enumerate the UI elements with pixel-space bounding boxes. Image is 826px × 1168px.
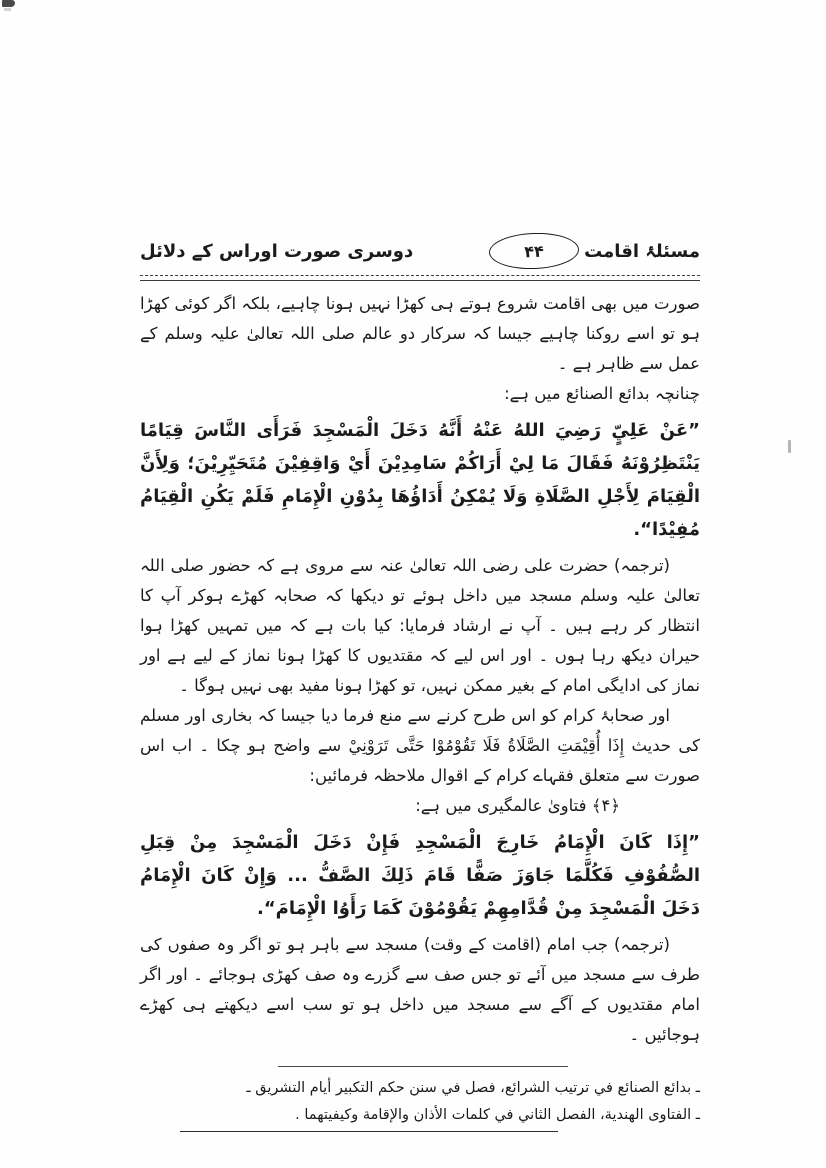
header-divider-rule xyxy=(140,275,700,281)
chapter-title: دوسری صورت اوراس کے دلائل xyxy=(140,240,414,262)
arabic-quotation-1: ”عَنْ عَلِيٍّ رَضِيَ اللهُ عَنْهُ أَنَّهُ دَخَلَ الْمَسْجِدَ فَرَأَى النَّاسَ قِيَامًا يَنْتَظِرُوْنَهُ فَقَالَ مَا لِيْ أَرَاكُمْ سَامِدِيْنَ أَيْ وَاقِفِيْنَ مُتَحَيِّرِيْنَ؛ وَلِأَنَّ الْقِيَامَ لِأَجْلِ الصَّلَاةِ وَلَا يُمْكِنُ أَدَاؤُهَا بِدُوْنِ الْإِمَامِ فَلَمْ يَكُنِ الْقِيَامُ مُفِيْدًا“. xyxy=(140,420,700,540)
footnote-separator-rule xyxy=(278,1066,568,1067)
page-body xyxy=(140,289,700,1050)
paragraph-intro: صورت میں بھی اقامت شروع ہوتے ہی کھڑا نہیں ہونا چاہیے، بلکہ اگر کوئی کھڑا ہو تو اسے روکنا چاہیے جیسا کہ سرکار دو عالم صلی اللہ تعالیٰ علیہ وسلم کے عمل سے ظاہر ہے ۔ xyxy=(140,294,700,373)
text-column xyxy=(140,232,700,1132)
paragraph-lead-in: چنانچہ بدائع الصنائع میں ہے: xyxy=(504,384,700,403)
urdu-translation-2: (ترجمہ) جب امام (اقامت کے وقت) مسجد سے باہر ہو تو اگر وہ صفوں کی طرف سے مسجد میں آئے تو جس صف سے گزرے وہ صف کھڑی ہوجائے ۔ اور اگر امام مقتدیوں کے آگے سے مسجد میں داخل ہو تو سب اسے دیکھتے ہی کھڑے ہوجائیں ۔ xyxy=(140,935,700,1044)
footnote-reference-2: ـ الفتاوى الهندية، الفصل الثاني في كلمات الأذان والإقامة وكيفيتهما . xyxy=(295,1107,700,1123)
section-title: مسئلۂ اقامت xyxy=(584,240,700,262)
page-number-badge: ۴۴ xyxy=(488,231,579,270)
page-header xyxy=(140,232,700,270)
footnote-reference-1: ـ بدائع الصنائع في ترتيب الشرائع، فصل في سنن حكم التكبير أيام التشريق ـ xyxy=(246,1080,700,1096)
scan-smudge-artifact xyxy=(2,0,15,7)
paragraph-discussion: اور صحابۂ کرام کو اس طرح کرنے سے منع فرما دیا جیسا کہ بخاری اور مسلم کی حدیث إِذَا أُقِيْمَتِ الصَّلَاةُ فَلَا تَقُوْمُوْا حَتَّى تَرَوْنِيْ سے واضح ہو چکا ۔ اب اس صورت سے متعلق فقہاے کرام کے اقوال ملاحظہ فرمائیں: xyxy=(140,706,700,785)
urdu-translation-1: (ترجمہ) حضرت علی رضی اللہ تعالیٰ عنہ سے مروی ہے کہ حضور صلی اللہ تعالیٰ علیہ وسلم مسجد میں داخل ہوئے تو دیکھا کہ صحابہ کھڑے ہوکر آپ کا انتظار کر رہے ہیں ۔ آپ نے ارشاد فرمایا: کیا بات ہے کہ میں تمہیں کھڑا ہوا حیران دیکھ رہا ہوں ۔ اور اس لیے کہ مقتدیوں کا کھڑا ہونا نماز کے لیے ہے اور نماز کی ادایگی امام کے بغیر ممکن نہیں، تو کھڑا ہونا مفید بھی نہیں ہوگا ۔ xyxy=(140,556,700,695)
arabic-quotation-2: ”إِذَا كَانَ الْإِمَامُ خَارِجَ الْمَسْجِدِ فَإِنْ دَخَلَ الْمَسْجِدَ مِنْ قِبَلِ الصُّفُوْفِ فَكُلَّمَا جَاوَزَ صَفًّا قَامَ ذَلِكَ الصَّفُّ ... وَإِنْ كَانَ الْإِمَامُ دَخَلَ الْمَسْجِدَ مِنْ قُدَّامِهِمْ يَقُوْمُوْنَ كَمَا رَأَوُا الْإِمَامَ“. xyxy=(140,832,700,919)
scan-margin-mark xyxy=(788,440,791,453)
numbered-source-heading: ﴿۴﴾ فتاویٰ عالمگیری میں ہے: xyxy=(415,796,620,815)
footnote-closing-rule xyxy=(180,1131,558,1132)
footnote-section xyxy=(140,1075,700,1129)
